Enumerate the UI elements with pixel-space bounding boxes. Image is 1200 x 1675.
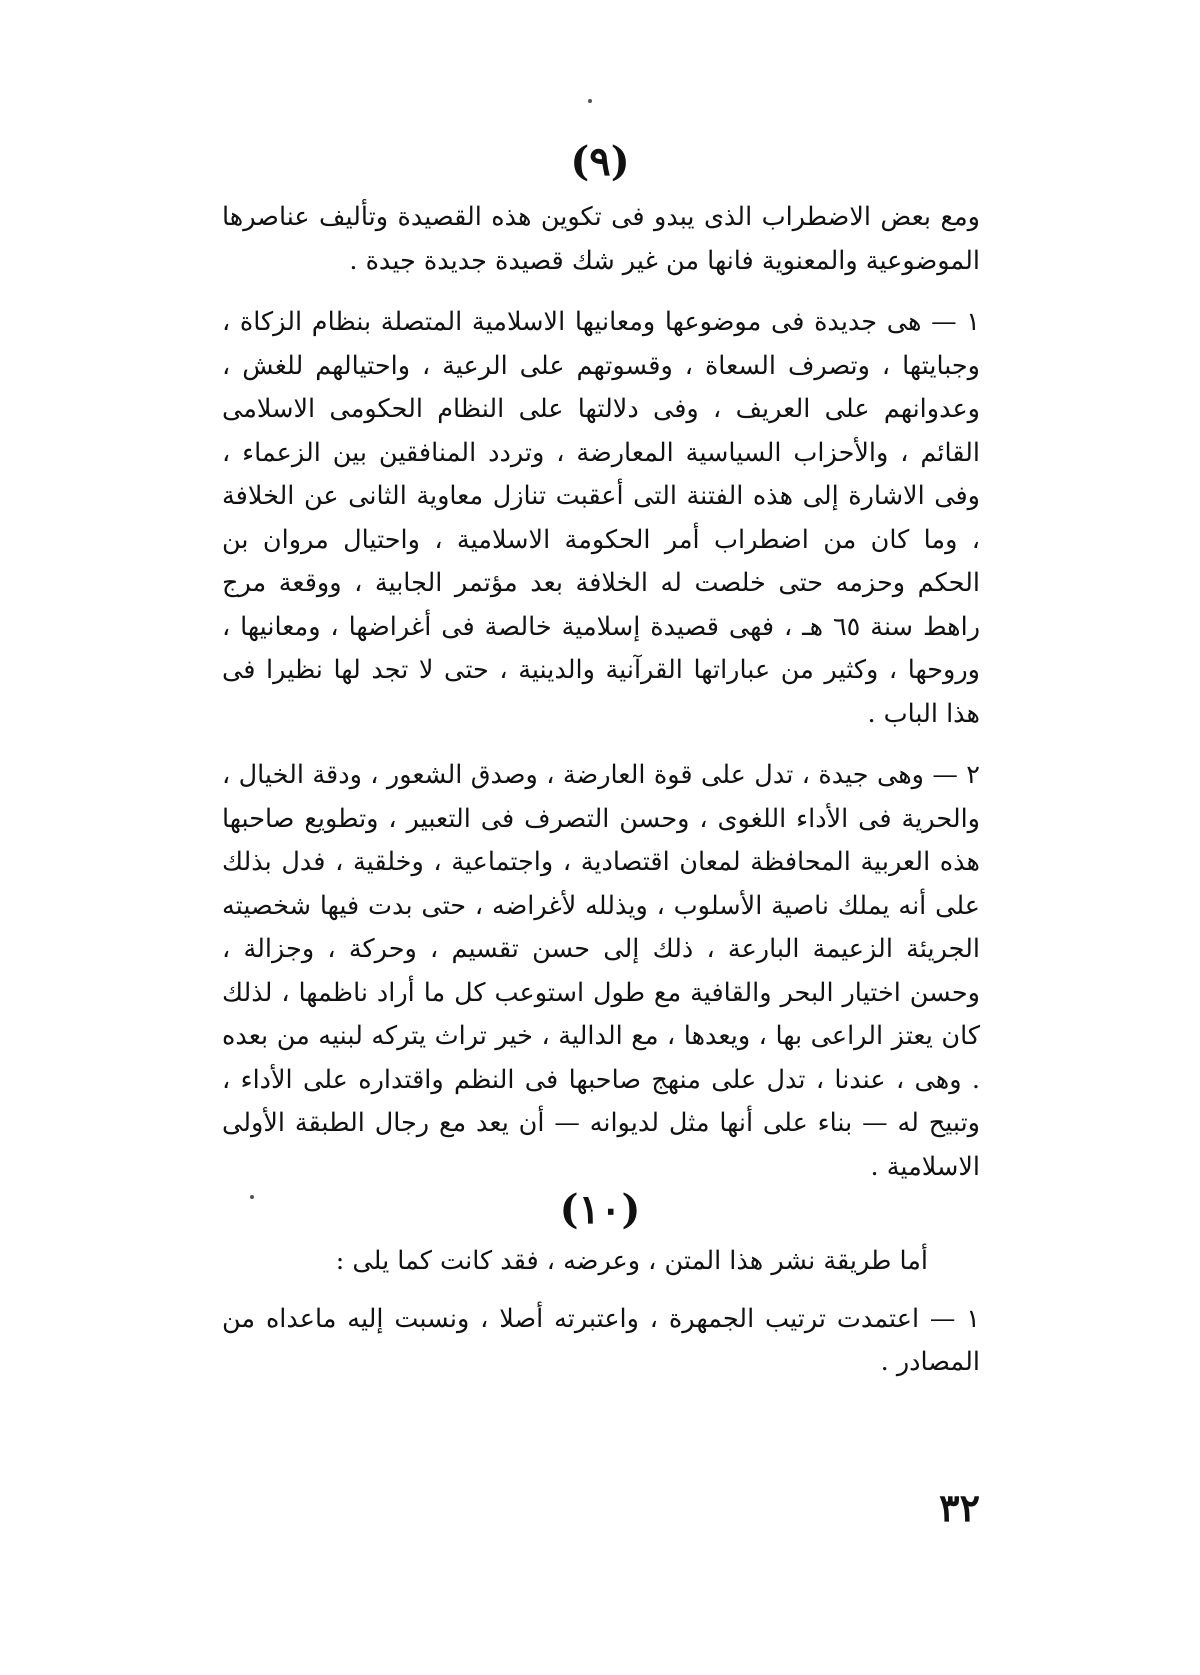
section-number-9: (٩) (570, 138, 630, 185)
section-number-10: (١٠) (559, 1186, 641, 1233)
section-9-intro-paragraph: ومع بعض الاضطراب الذى يبدو فى تكوين هذه القصيدة وتأليف عناصرها الموضوعية والمعنوية فانها من غير شك قصيدة جديدة جيدة . (222, 202, 980, 276)
section-9-body (222, 196, 980, 1189)
section-10-body (222, 1240, 980, 1385)
scan-speck (588, 99, 592, 103)
section-9-point-1-paragraph: ١ — هى جديدة فى موضوعها ومعانيها الاسلامية المتصلة بنظام الزكاة ، وجبايتها ، وتصرف السعاة ، وقسوتهم على الرعية ، واحتيالهم للغش ، وعدوانهم على العريف ، وفى دلالتها على النظام الحكومى الاسلامى القائم ، والأحزاب السياسية المعارضة ، وتردد المنافقين بين الزعماء ، وفى الاشارة إلى هذه الفتنة التى أعقبت تنازل معاوية الثانى عن الخلافة ، وما كان من اضطراب أمر الحكومة الاسلامية ، واحتيال مروان بن الحكم وحزمه حتى خلصت له الخلافة بعد مؤتمر الجابية ، ووقعة مرج راهط سنة ٦٥ هـ ، فهى قصيدة إسلامية خالصة فى أغراضها ، ومعانيها ، وروحها ، وكثير من عباراتها القرآنية والدينية ، حتى لا تجد لها نظيرا فى هذا الباب . (222, 307, 981, 729)
section-9-point-2-paragraph: ٢ — وهى جيدة ، تدل على قوة العارضة ، وصدق الشعور ، ودقة الخيال ، والحرية فى الأداء اللغوى ، وحسن التصرف فى التعبير ، وتطويع صاحبها هذه العربية المحافظة لمعان اقتصادية ، واجتماعية ، وخلقية ، فدل بذلك على أنه يملك ناصية الأسلوب ، ويذلله لأغراضه ، حتى بدت فيها شخصيته الجريئة الزعيمة البارعة ، ذلك إلى حسن تقسيم ، وحركة ، وجزالة ، وحسن اختيار البحر والقافية مع طول استوعب كل ما أراد ناظمها ، لذلك كان يعتز الراعى بها ، ويعدها ، مع الدالية ، خير تراث يتركه لبنيه من بعده . وهى ، عندنا ، تدل على منهج صاحبها فى النظم واقتداره على الأداء ، وتبيح له — بناء على أنها مثل لديوانه — أن يعد مع رجال الطبقة الأولى الاسلامية . (222, 760, 980, 1182)
page-number: ٣٢ (939, 1485, 980, 1530)
section-10-intro-paragraph: أما طريقة نشر هذا المتن ، وعرضه ، فقد كانت كما يلى : (335, 1246, 928, 1276)
section-10-point-1-paragraph: ١ — اعتمدت ترتيب الجمهرة ، واعتبرته أصلا ، ونسبت إليه ماعداه من المصادر . (222, 1303, 980, 1377)
